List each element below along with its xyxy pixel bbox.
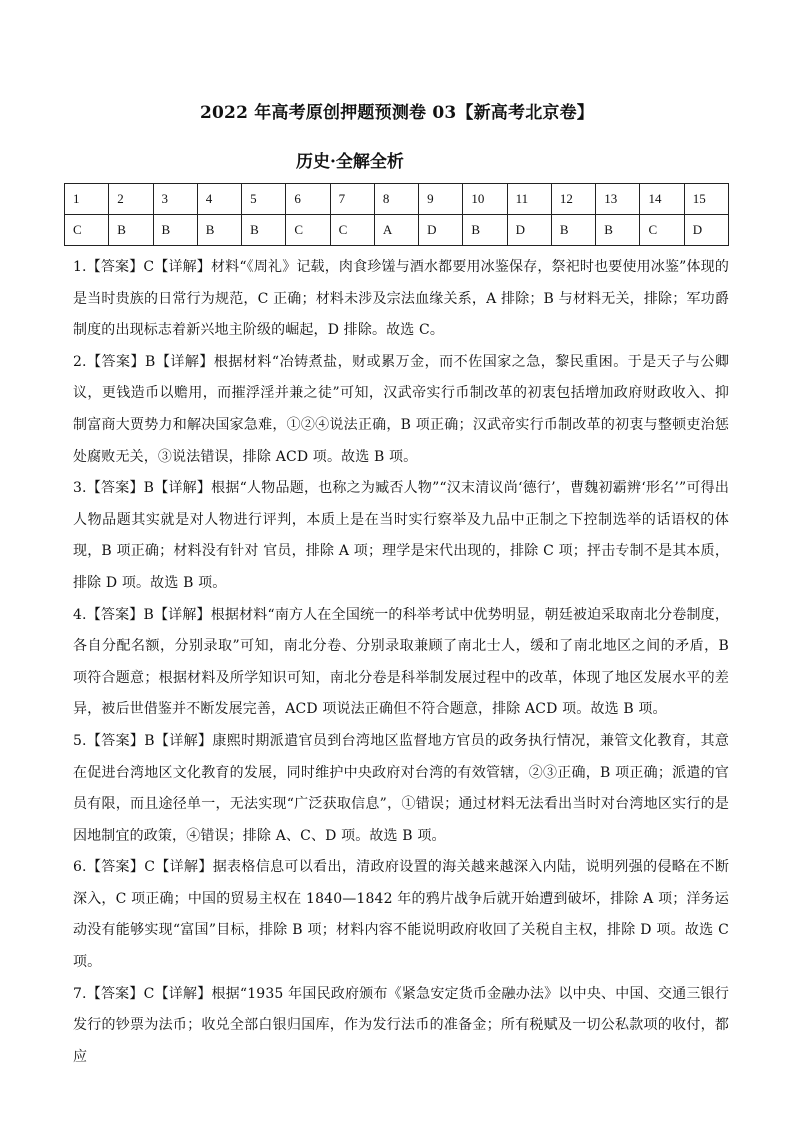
explanation-paragraph: 6.【答案】C【详解】据表格信息可以看出，清政府设置的海关越来越深入内陆，说明列强的侵略在不断深入，C 项正确；中国的贸易主权在 1840—1842 年的鸦片战争后就开始遭到破坏，排除 A 项；洋务运动没有能够实现“富国”目标，排除 B 项；材料内容不能说明政府收回了关税自主权，排除 D 项。故选 C 项。 <box>73 859 729 971</box>
explanation-paragraph: 1.【答案】C【详解】材料“《周礼》记载，肉食珍馐与酒水都要用冰鉴保存，祭祀时也要使用冰鉴”体现的是当时贵族的日常行为规范，C 正确；材料未涉及宗法血缘关系，A 排除；B 与材料无关，排除；军功爵制度的出现标志着新兴地主阶级的崛起，D 排除。故选 C。 <box>73 259 729 339</box>
explanation-paragraph: 2.【答案】B【详解】根据材料“冶铸煮盐，财或累万金，而不佐国家之急，黎民重困。于是天子与公卿议，更钱造币以赡用，而摧浮淫并兼之徒”可知，汉武帝实行币制改革的初衷包括增加政府财政收入、抑制富商大贾势力和解决国家急难，①②④说法正确，B 项正确；汉武帝实行币制改革的初衷与整顿吏治惩处腐败无关，③说法错误，排除 ACD 项。故选 B 项。 <box>73 353 729 465</box>
question-number: 15 <box>684 184 728 215</box>
question-number: 4 <box>197 184 241 215</box>
answer-number-row <box>65 184 729 215</box>
answer-letter: D <box>419 215 463 246</box>
question-number: 13 <box>596 184 640 215</box>
answer-letter-row <box>65 215 729 246</box>
answer-letter: B <box>463 215 507 246</box>
question-number: 11 <box>507 184 551 215</box>
question-number: 8 <box>374 184 418 215</box>
page-subtitle: 历史·全解全析 <box>296 152 404 172</box>
answer-letter: B <box>551 215 595 246</box>
question-number: 2 <box>109 184 153 215</box>
answer-letter: B <box>109 215 153 246</box>
answer-letter: C <box>640 215 684 246</box>
answer-letter: B <box>153 215 197 246</box>
answer-letter: B <box>242 215 286 246</box>
question-number: 9 <box>419 184 463 215</box>
answer-letter: D <box>507 215 551 246</box>
question-number: 1 <box>65 184 109 215</box>
answer-letter: C <box>65 215 109 246</box>
explanation-paragraph: 7.【答案】C【详解】根据“1935 年国民政府颁布《紧急安定货币金融办法》以中央、中国、交通三银行发行的钞票为法币；收兑全部白银归国库，作为发行法币的准备金；所有税赋及一切公私款项的收付，都应 <box>73 985 729 1065</box>
question-number: 7 <box>330 184 374 215</box>
explanation-paragraph: 3.【答案】B【详解】根据“人物品题，也称之为臧否人物”“汉末清议尚‘德行’，曹魏初霸辨‘形名’”可得出人物品题其实就是对人物进行评判，本质上是在当时实行察举及九品中正制之下控制选举的话语权的体现，B 项正确；材料没有针对 官员，排除 A 项；理学是宋代出现的，排除 C 项；抨击专制不是其本质，排除 D 项。故选 B 项。 <box>73 480 729 591</box>
page-title: 2022 年高考原创押题预测卷 03【新高考北京卷】 <box>199 103 594 123</box>
explanation-paragraph: 5.【答案】B【详解】康熙时期派遣官员到台湾地区监督地方官员的政务执行情况，兼管文化教育，其意在促进台湾地区文化教育的发展，同时维护中央政府对台湾的有效管辖，②③正确，B 项正确；派遣的官员有限，而且途径单一，无法实现“广泛获取信息”，①错误；通过材料无法看出当时对台湾地区实行的是因地制宜的政策，④错误；排除 A、C、D 项。故选 B 项。 <box>73 732 729 844</box>
answer-letter: C <box>330 215 374 246</box>
explanations-body <box>73 252 729 1073</box>
question-number: 6 <box>286 184 330 215</box>
answer-table <box>64 183 729 246</box>
question-number: 10 <box>463 184 507 215</box>
answer-letter: D <box>684 215 728 246</box>
explanation-paragraph: 4.【答案】B【详解】根据材料“南方人在全国统一的科举考试中优势明显，朝廷被迫采取南北分卷制度，各自分配名额，分别录取”可知，南北分卷、分别录取兼顾了南北士人，缓和了南北地区之间的矛盾，B 项符合题意；根据材料及所学知识可知，南北分卷是科举制发展过程中的改革，体现了地区发展水平的差异，被后世借鉴并不断发展完善，ACD 项说法正确但不符合题意，排除 ACD 项。故选 B 项。 <box>73 606 729 718</box>
question-number: 5 <box>242 184 286 215</box>
question-number: 3 <box>153 184 197 215</box>
answer-letter: B <box>197 215 241 246</box>
answer-letter: B <box>596 215 640 246</box>
answer-letter: C <box>286 215 330 246</box>
question-number: 12 <box>551 184 595 215</box>
question-number: 14 <box>640 184 684 215</box>
answer-letter: A <box>374 215 418 246</box>
